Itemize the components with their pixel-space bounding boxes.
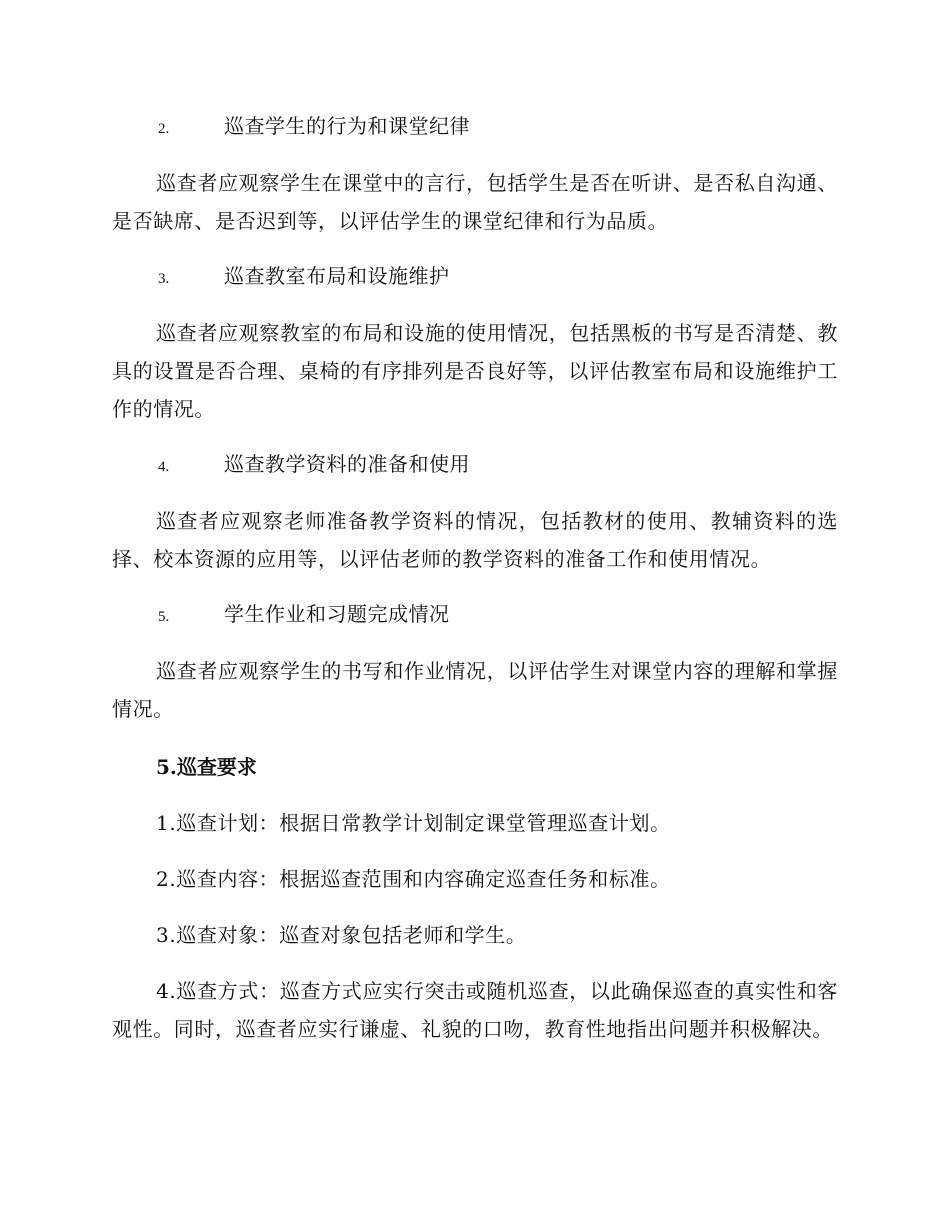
requirement-item: 2.巡查内容：根据巡查范围和内容确定巡查任务和标准。 bbox=[156, 867, 671, 891]
requirement-item: 1.巡查计划：根据日常教学计划制定课堂管理巡查计划。 bbox=[156, 811, 671, 835]
item-number: 4. bbox=[158, 459, 170, 475]
item-title: 巡查教室布局和设施维护 bbox=[224, 264, 450, 288]
item-title: 巡查教学资料的准备和使用 bbox=[224, 452, 470, 476]
requirement-item: 4.巡查方式：巡查方式应实行突击或随机巡查，以此确保巡查的真实性和客观性。同时，巡查者应实行谦虚、礼貌的口吻，教育性地指出问题并积极解决。 bbox=[112, 979, 838, 1041]
item-number: 5. bbox=[158, 609, 170, 625]
item-number: 3. bbox=[158, 271, 170, 287]
section-title: 5.巡查要求 bbox=[156, 755, 257, 779]
item-heading bbox=[112, 260, 838, 294]
item-paragraph: 巡查者应观察教室的布局和设施的使用情况，包括黑板的书写是否清楚、教具的设置是否合理、桌椅的有序排列是否良好等，以评估教室布局和设施维护工作的情况。 bbox=[112, 321, 838, 421]
item-heading bbox=[112, 598, 838, 632]
item-title: 学生作业和习题完成情况 bbox=[224, 602, 450, 626]
item-paragraph: 巡查者应观察学生的书写和作业情况，以评估学生对课堂内容的理解和掌握情况。 bbox=[112, 659, 838, 721]
item-heading bbox=[112, 448, 838, 482]
item-paragraph: 巡查者应观察学生在课堂中的言行，包括学生是否在听讲、是否私自沟通、是否缺席、是否迟到等，以评估学生的课堂纪律和行为品质。 bbox=[112, 171, 838, 233]
item-heading bbox=[112, 110, 838, 144]
item-title: 巡查学生的行为和课堂纪律 bbox=[224, 114, 470, 138]
requirement-item: 3.巡查对象：巡查对象包括老师和学生。 bbox=[156, 923, 527, 947]
item-number: 2. bbox=[158, 121, 170, 137]
item-paragraph: 巡查者应观察老师准备教学资料的情况，包括教材的使用、教辅资料的选择、校本资源的应用等，以评估老师的教学资料的准备工作和使用情况。 bbox=[112, 509, 838, 571]
